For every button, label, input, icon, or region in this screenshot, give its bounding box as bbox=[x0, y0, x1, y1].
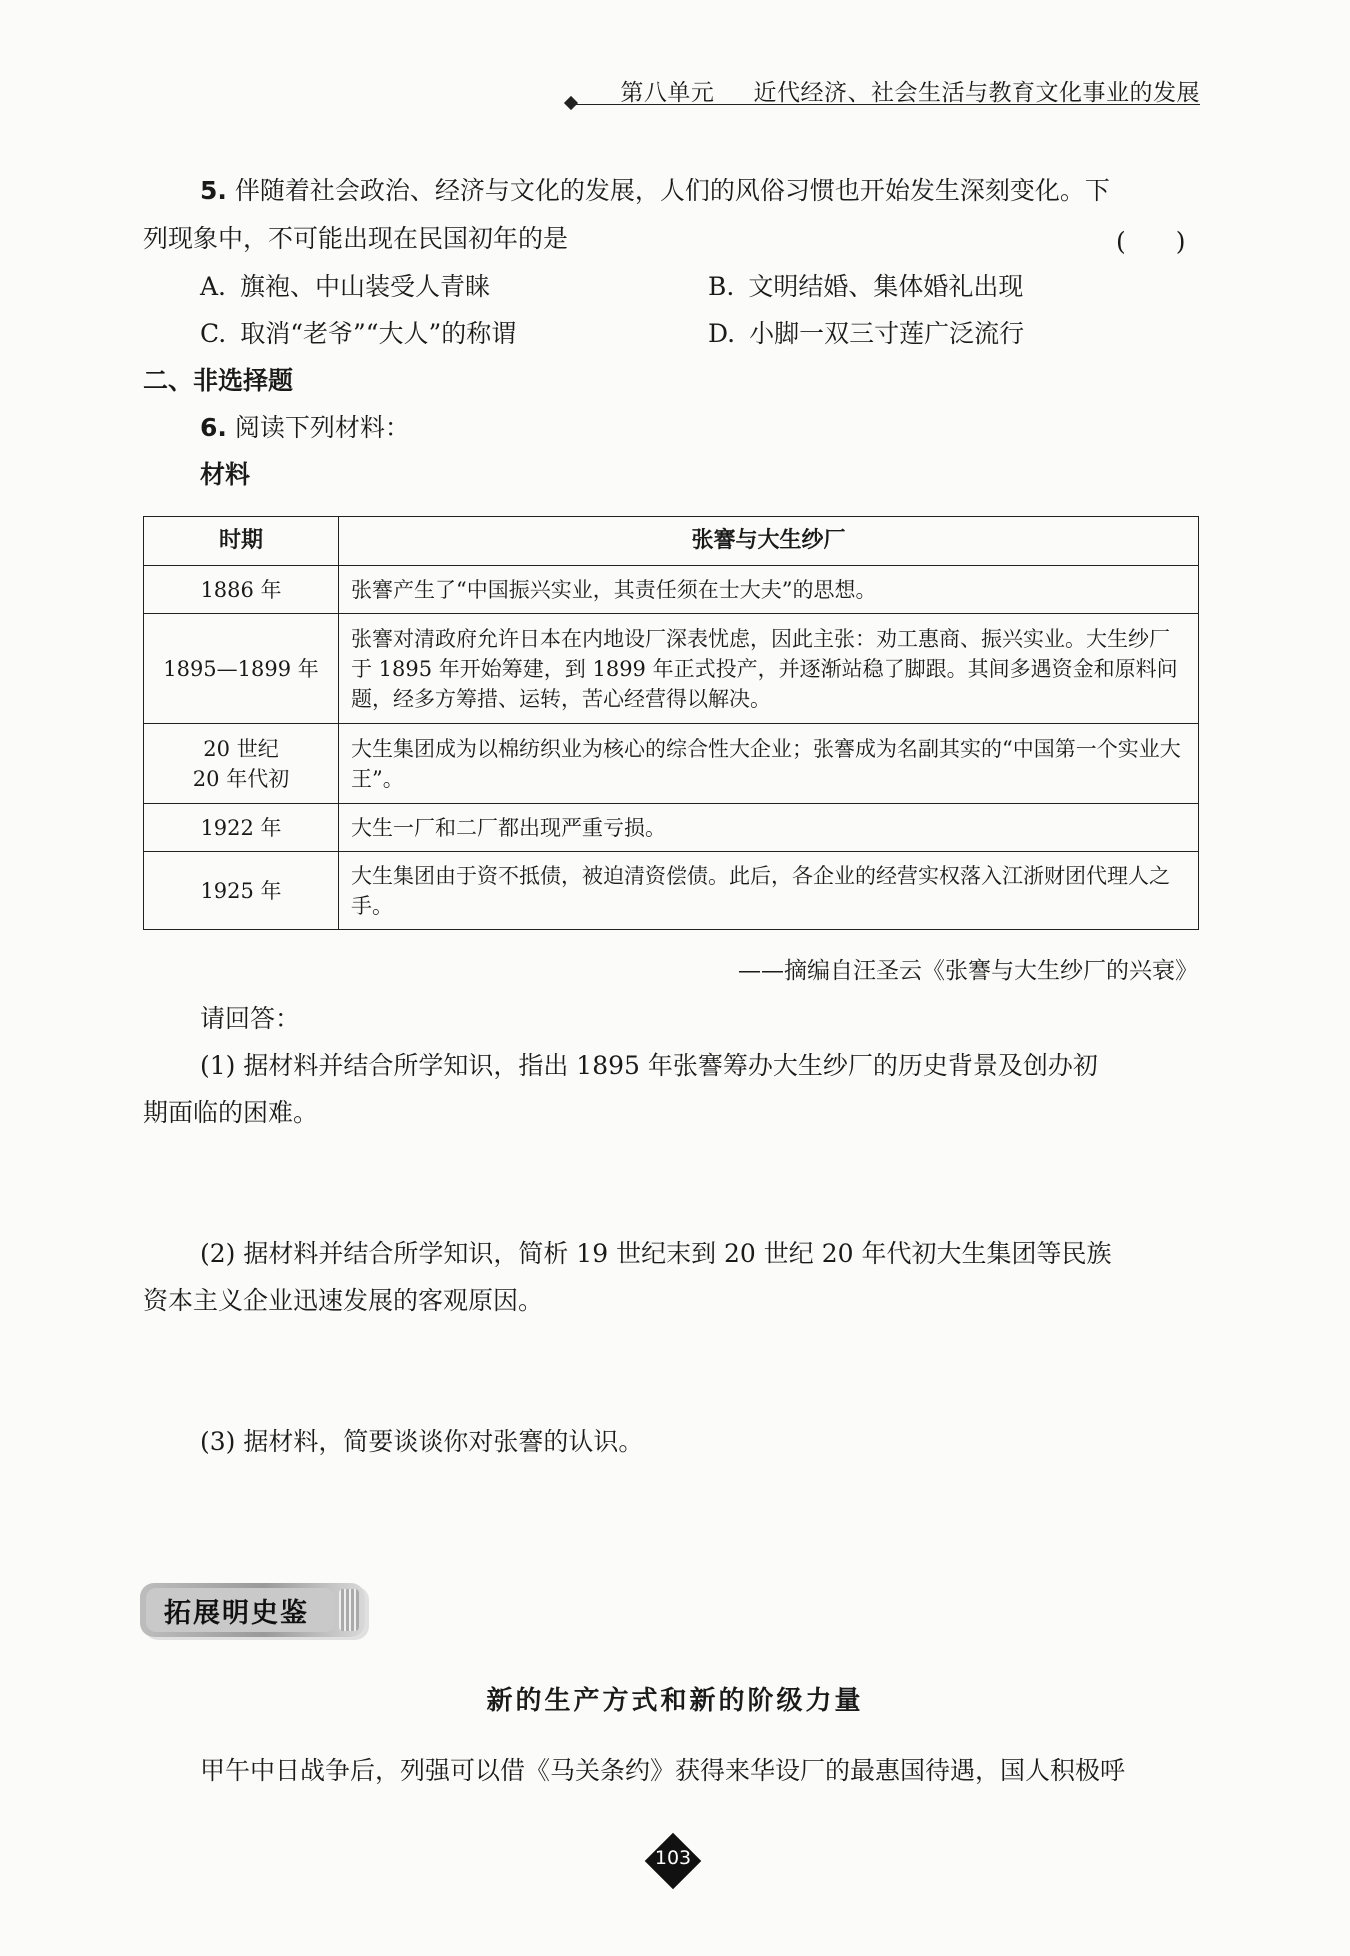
extension-paragraph: 甲午中日战争后，列强可以借《马关条约》获得来华设厂的最惠国待遇，国人积极呼 bbox=[200, 1756, 1126, 1785]
q6-intro bbox=[200, 411, 410, 445]
table-header-row bbox=[144, 517, 1199, 566]
q5-stem-line2: 列现象中，不可能出现在民国初年的是 bbox=[143, 224, 569, 253]
header-title: 近代经济、社会生活与教育文化事业的发展 bbox=[753, 80, 1200, 106]
table-row bbox=[144, 852, 1199, 930]
sub-question-2-line1: (2) 据材料并结合所学知识，简析 19 世纪末到 20 世纪 20 年代初大生集团等民族 bbox=[200, 1239, 1112, 1268]
material-label: 材料 bbox=[200, 460, 251, 489]
table-row bbox=[144, 614, 1199, 724]
extension-title: 新的生产方式和新的阶级力量 bbox=[486, 1686, 864, 1716]
page-number bbox=[645, 1833, 701, 1889]
q5-stem-line1 bbox=[200, 174, 1110, 208]
q5-number: 5. bbox=[200, 176, 227, 205]
table-cell-period: 1895—1899 年 bbox=[144, 614, 339, 724]
option-b-letter: B. bbox=[708, 272, 735, 301]
sub-question-2-line2: 资本主义企业迅速发展的客观原因。 bbox=[143, 1286, 544, 1315]
table-row bbox=[144, 724, 1199, 804]
option-a-letter: A. bbox=[200, 272, 227, 301]
option-d[interactable] bbox=[708, 317, 1024, 351]
sub-question-1-line1: (1) 据材料并结合所学知识，指出 1895 年张謇筹办大生纱厂的历史背景及创办初 bbox=[200, 1051, 1098, 1080]
option-a[interactable] bbox=[200, 270, 490, 304]
table-cell-period: 1886 年 bbox=[144, 566, 339, 614]
table-cell-content: 大生一厂和二厂都出现严重亏损。 bbox=[339, 804, 1199, 852]
table-row bbox=[144, 804, 1199, 852]
section-title: 二、非选择题 bbox=[143, 366, 294, 395]
table-header-content: 张謇与大生纱厂 bbox=[339, 517, 1199, 566]
option-b[interactable] bbox=[708, 270, 1023, 304]
option-a-text: 旗袍、中山装受人青睐 bbox=[240, 272, 491, 301]
sub-question-3: (3) 据材料，简要谈谈你对张謇的认识。 bbox=[200, 1427, 644, 1456]
running-header bbox=[570, 74, 1200, 107]
badge-stripes bbox=[339, 1589, 359, 1631]
q5-stem-text: 伴随着社会政治、经济与文化的发展，人们的风俗习惯也开始发生深刻变化。下 bbox=[234, 176, 1110, 205]
table-header-period: 时期 bbox=[144, 517, 339, 566]
option-b-text: 文明结婚、集体婚礼出现 bbox=[748, 272, 1024, 301]
option-c-text: 取消“老爷”“大人”的称谓 bbox=[240, 319, 517, 348]
table-cell-content: 张謇产生了“中国振兴实业，其责任须在士大夫”的思想。 bbox=[339, 566, 1199, 614]
option-d-letter: D. bbox=[708, 319, 736, 348]
header-unit: 第八单元 bbox=[620, 80, 715, 106]
extension-badge bbox=[140, 1583, 365, 1637]
answer-prompt: 请回答： bbox=[200, 1004, 301, 1033]
table-cell-content: 张謇对清政府允许日本在内地设厂深表忧虑，因此主张：劝工惠商、振兴实业。大生纱厂于 1895 年开始筹建，到 1899 年正式投产，并逐渐站稳了脚跟。其间多遇资金和原料问题，经多方筹措、运转，苦心经营得以解决。 bbox=[339, 614, 1199, 724]
table-cell-period: 1922 年 bbox=[144, 804, 339, 852]
table-cell-period: 20 世纪 20 年代初 bbox=[144, 724, 339, 804]
option-c-letter: C. bbox=[200, 319, 227, 348]
q6-intro-text: 阅读下列材料： bbox=[234, 413, 410, 442]
sub-question-1-line2: 期面临的困难。 bbox=[143, 1098, 319, 1127]
table-cell-period: 1925 年 bbox=[144, 852, 339, 930]
table-row bbox=[144, 566, 1199, 614]
option-d-text: 小脚一双三寸莲广泛流行 bbox=[749, 319, 1025, 348]
option-c[interactable] bbox=[200, 317, 516, 351]
table-cell-content: 大生集团由于资不抵债，被迫清资偿债。此后，各企业的经营实权落入江浙财团代理人之手。 bbox=[339, 852, 1199, 930]
badge-label: 拓展明史鉴 bbox=[164, 1598, 309, 1629]
q6-number: 6. bbox=[200, 413, 227, 442]
material-table bbox=[143, 516, 1199, 930]
material-source: ——摘编自汪圣云《张謇与大生纱厂的兴衰》 bbox=[738, 958, 1198, 984]
page-number-text: 103 bbox=[654, 1847, 692, 1869]
answer-parenthesis[interactable]: ( ) bbox=[1116, 227, 1186, 256]
table-cell-content: 大生集团成为以棉纺织业为核心的综合性大企业；张謇成为名副其实的“中国第一个实业大王”。 bbox=[339, 724, 1199, 804]
